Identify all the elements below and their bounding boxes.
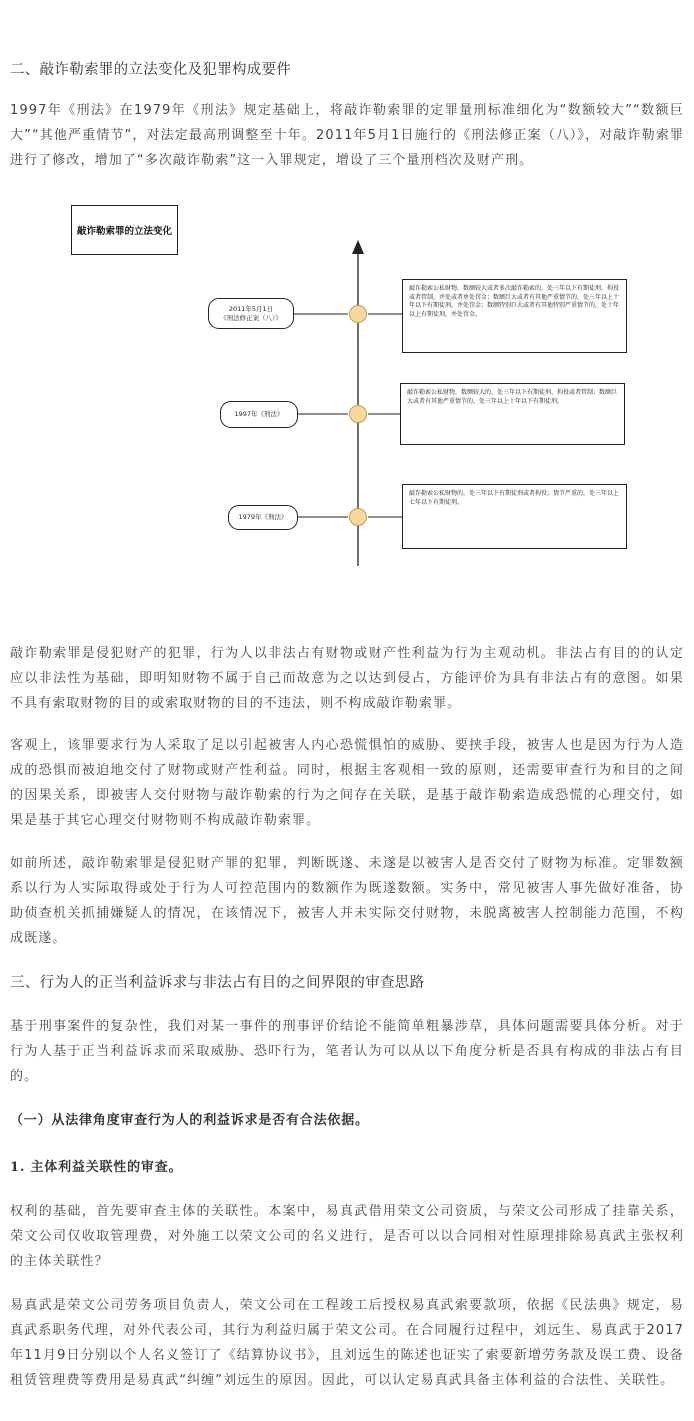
event-label-1979: 1979年《刑法》 [228, 505, 298, 530]
diagram-title: 敲诈勒索罪的立法变化 [71, 205, 178, 255]
event-label-2011 [208, 298, 294, 329]
timeline-arrowhead [352, 240, 364, 254]
subheading-subject-relevance: 1. 主体利益关联性的审查。 [10, 1160, 183, 1175]
event-description-2011: 敲诈勒索公私财物，数额较大或者多次敲诈勒索的，处三年以下有期徒刑、拘役或者管制，并处或者单处罚金；数额巨大或者有其他严重情节的，处三年以上十年以下有期徒刑，并处罚金；数额特别巨大或者有其他特别严重情节的，处十年以上有期徒刑，并处罚金。 [402, 279, 627, 353]
section3-intro: 基于刑事案件的复杂性，我们对某一事件的刑事评价结论不能简单粗暴涉草，具体问题需要具体分析。对于行为人基于正当利益诉求而采取威胁、恐吓行为，笔者认为可以从以下角度分析是否具有构成的非法占有目的。 [10, 1019, 684, 1084]
paragraph-agency-analysis: 易真武是荣文公司劳务项目负责人，荣文公司在工程竣工后授权易真武索要款项，依据《民法典》规定，易真武系职务代理，对外代表公司，其行为利益归属于荣文公司。在合同履行过程中，刘远生、易真武于2017年11月9日分别以个人名义签订了《结算协议书》，且刘远生的陈述也证实了索要新增劳务款及误工费、设备租赁管理费等费用是易真武“纠缠”刘远生的原因。因此，可以认定易真武具备主体利益的合法性、关联性。 [10, 1298, 684, 1388]
section-heading-3: 三、行为人的正当利益诉求与非法占有目的之间界限的审查思路 [10, 975, 425, 991]
paragraph-intent: 敲诈勒索罪是侵犯财产的犯罪，行为人以非法占有财物或财产性利益为行为主观动机。非法占有目的的认定应以非法性为基础，即明知财物不属于自己而故意为之以达到侵占，方能评价为具有非法占有的意图。如果不具有索取财物的目的或索取财物的目的不违法，则不构成敲诈勒索罪。 [10, 646, 684, 711]
subheading-legal-basis: （一）从法律角度审查行为人的利益诉求是否有合法依据。 [10, 1113, 369, 1128]
timeline-node-1979 [349, 508, 367, 526]
paragraph-subject-relevance: 权利的基础，首先要审查主体的关联性。本案中，易真武借用荣文公司资质，与荣文公司形成了挂靠关系，荣文公司仅收取管理费，对外施工以荣文公司的名义进行，是否可以以合同相对性原理排除易真武主张权利的主体关联性？ [10, 1204, 684, 1269]
event-description-1979: 敲诈勒索公私财物的，处三年以下有期徒刑或者拘役；情节严重的，处三年以上七年以下有期徒刑。 [402, 484, 627, 549]
paragraph-objective: 客观上，该罪要求行为人采取了足以引起被害人内心恐慌惧怕的威胁、要挟手段，被害人也是因为行为人造成的恐惧而被迫地交付了财物或财产性利益。同时，根据主客观相一致的原则，还需要审查行为和目的之间的因果关系，即被害人交付财物与敲诈勒索的行为之间存在关联，是基于敲诈勒索造成恐慌的心理交付，如果是基于其它心理交付财物则不构成敲诈勒索罪。 [10, 738, 684, 828]
legislation-timeline-diagram [65, 200, 635, 570]
timeline-node-2011 [349, 305, 367, 323]
event-label-2011-line2: 《刑法修正案（八）》 [220, 313, 282, 322]
event-label-1997: 1997年《刑法》 [220, 401, 298, 428]
section-heading-2: 二、敲诈勒索罪的立法变化及犯罪构成要件 [10, 62, 292, 78]
section2-intro: 1997年《刑法》在1979年《刑法》规定基础上，将敲诈勒索罪的定罪量刑标准细化为“数额较大”“数额巨大”“其他严重情节”，对法定最高刑调整至十年。2011年5月1日施行的《刑法修正案（八）》，对敲诈勒索罪进行了修改，增加了“多次敲诈勒索”这一入罪规定，增设了三个量刑档次及财产刑。 [10, 103, 684, 168]
event-label-2011-line1: 2011年5月1日 [228, 304, 274, 313]
event-description-1997: 敲诈勒索公私财物，数额较大的，处三年以下有期徒刑、拘役或者管制；数额巨大或者有其他严重情节的，处三年以上十年以下有期徒刑。 [400, 383, 625, 445]
paragraph-completion: 如前所述，敲诈勒索罪是侵犯财产罪的犯罪，判断既遂、未遂是以被害人是否交付了财物为标准。定罪数额系以行为人实际取得或处于行为人可控范围内的数额作为既遂数额。实务中，常见被害人事先做好准备，协助侦查机关抓捕嫌疑人的情况，在该情况下，被害人并未实际交付财物，未脱离被害人控制能力范围，不构成既遂。 [10, 856, 684, 946]
timeline-node-1997 [349, 405, 367, 423]
